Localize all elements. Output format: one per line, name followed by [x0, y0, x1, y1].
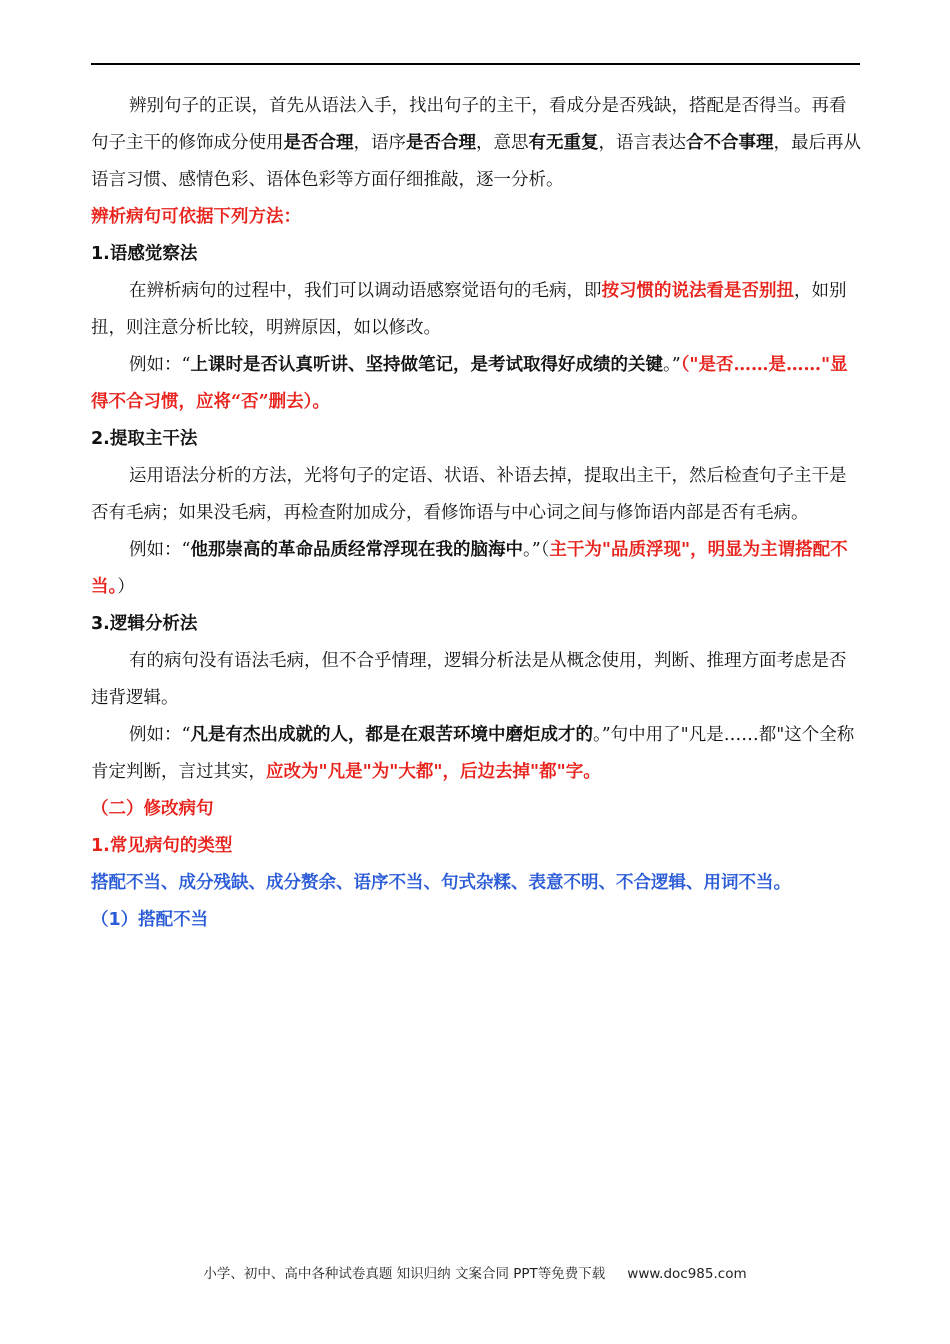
intro-bold-1: 是否合理	[283, 133, 354, 153]
method-1-example	[91, 347, 861, 421]
example-sentence: 他那崇高的革命品质经常浮现在我的脑海中	[190, 540, 523, 560]
method-1-text: 在辨析病句的过程中，我们可以调动语感察觉语句的毛病，即	[129, 281, 602, 301]
footer-text: 小学、初中、高中各种试卷真题 知识归纳 文案合同 PPT等免费下载	[203, 1266, 606, 1282]
page-footer	[0, 1262, 950, 1282]
intro-text-4: ，语言表达	[598, 133, 686, 153]
method-3-example	[91, 717, 861, 791]
intro-text: 辨别句子的正误，首先从语法入手，找出句子的主干，看成分是否残缺，搭配是否得当。再看句子主干的修饰成分使用	[91, 96, 847, 153]
methods-heading: 辨析病句可依据下列方法：	[91, 207, 301, 227]
sentence-error-types: 搭配不当、成分残缺、成分赘余、语序不当、句式杂糅、表意不明、不合逻辑、用词不当。	[91, 873, 791, 893]
example-prefix: 例如：“	[129, 355, 191, 375]
example-end: ）	[117, 577, 135, 597]
example-sentence: 凡是有杰出成就的人，都是在艰苦环境中磨炬成才的	[190, 725, 593, 745]
intro-bold-3: 有无重复	[528, 133, 599, 153]
intro-text-5: ，最后再从语言习惯、感情色彩、语体色彩等方面仔细推敲，逐一分析。	[91, 133, 861, 190]
intro-bold-2: 是否合理	[406, 133, 476, 153]
example-suffix: 。”句中用了"凡是……都"这个全称肯定判断，言过其实，	[91, 725, 855, 782]
header-rule	[91, 63, 860, 65]
method-1-paragraph	[91, 273, 861, 347]
footer-url[interactable]: www.doc985.com	[627, 1266, 747, 1282]
method-3-title: 3.逻辑分析法	[91, 614, 198, 634]
example-prefix: 例如：“	[129, 725, 191, 745]
method-1-text-2: ，如别扭，则注意分析比较，明辨原因，如以修改。	[91, 281, 847, 338]
example-suffix: 。”（	[522, 540, 550, 560]
intro-text-2: ，语序	[353, 133, 406, 153]
intro-paragraph	[91, 88, 861, 199]
intro-text-3: ，意思	[476, 133, 529, 153]
method-2-paragraph: 运用语法分析的方法，光将句子的定语、状语、补语去掉，提取出主干，然后检查句子主干是否有毛病；如果没毛病，再检查附加成分，看修饰语与中心词之间与修饰语内部是否有毛病。	[91, 466, 847, 523]
method-1-highlight: 按习惯的说法看是否别扭	[601, 281, 794, 301]
example-note: 主干为"品质浮现"，明显为主谓搭配不当。	[91, 540, 848, 597]
example-note: 应改为"凡是"为"大都"，后边去掉"都"字。	[266, 762, 601, 782]
method-1-title: 1.语感觉察法	[91, 244, 198, 264]
example-suffix: 。”	[662, 355, 681, 375]
section-2-title: （二）修改病句	[91, 799, 214, 819]
example-prefix: 例如：“	[129, 540, 191, 560]
method-3-paragraph: 有的病句没有语法毛病，但不合乎情理，逻辑分析法是从概念使用，判断、推理方面考虑是否违背逻辑。	[91, 651, 847, 708]
section-2-subtitle: 1.常见病句的类型	[91, 836, 233, 856]
subsection-item-1: （1）搭配不当	[91, 910, 209, 930]
method-2-example	[91, 532, 861, 606]
example-note: （"是否……是……"显得不合习惯，应将“否”删去）。	[91, 355, 848, 412]
intro-bold-4: 合不合事理	[686, 133, 774, 153]
document-body	[91, 88, 861, 939]
example-sentence: 上课时是否认真听讲、坚持做笔记，是考试取得好成绩的关键	[190, 355, 663, 375]
method-2-title: 2.提取主干法	[91, 429, 198, 449]
